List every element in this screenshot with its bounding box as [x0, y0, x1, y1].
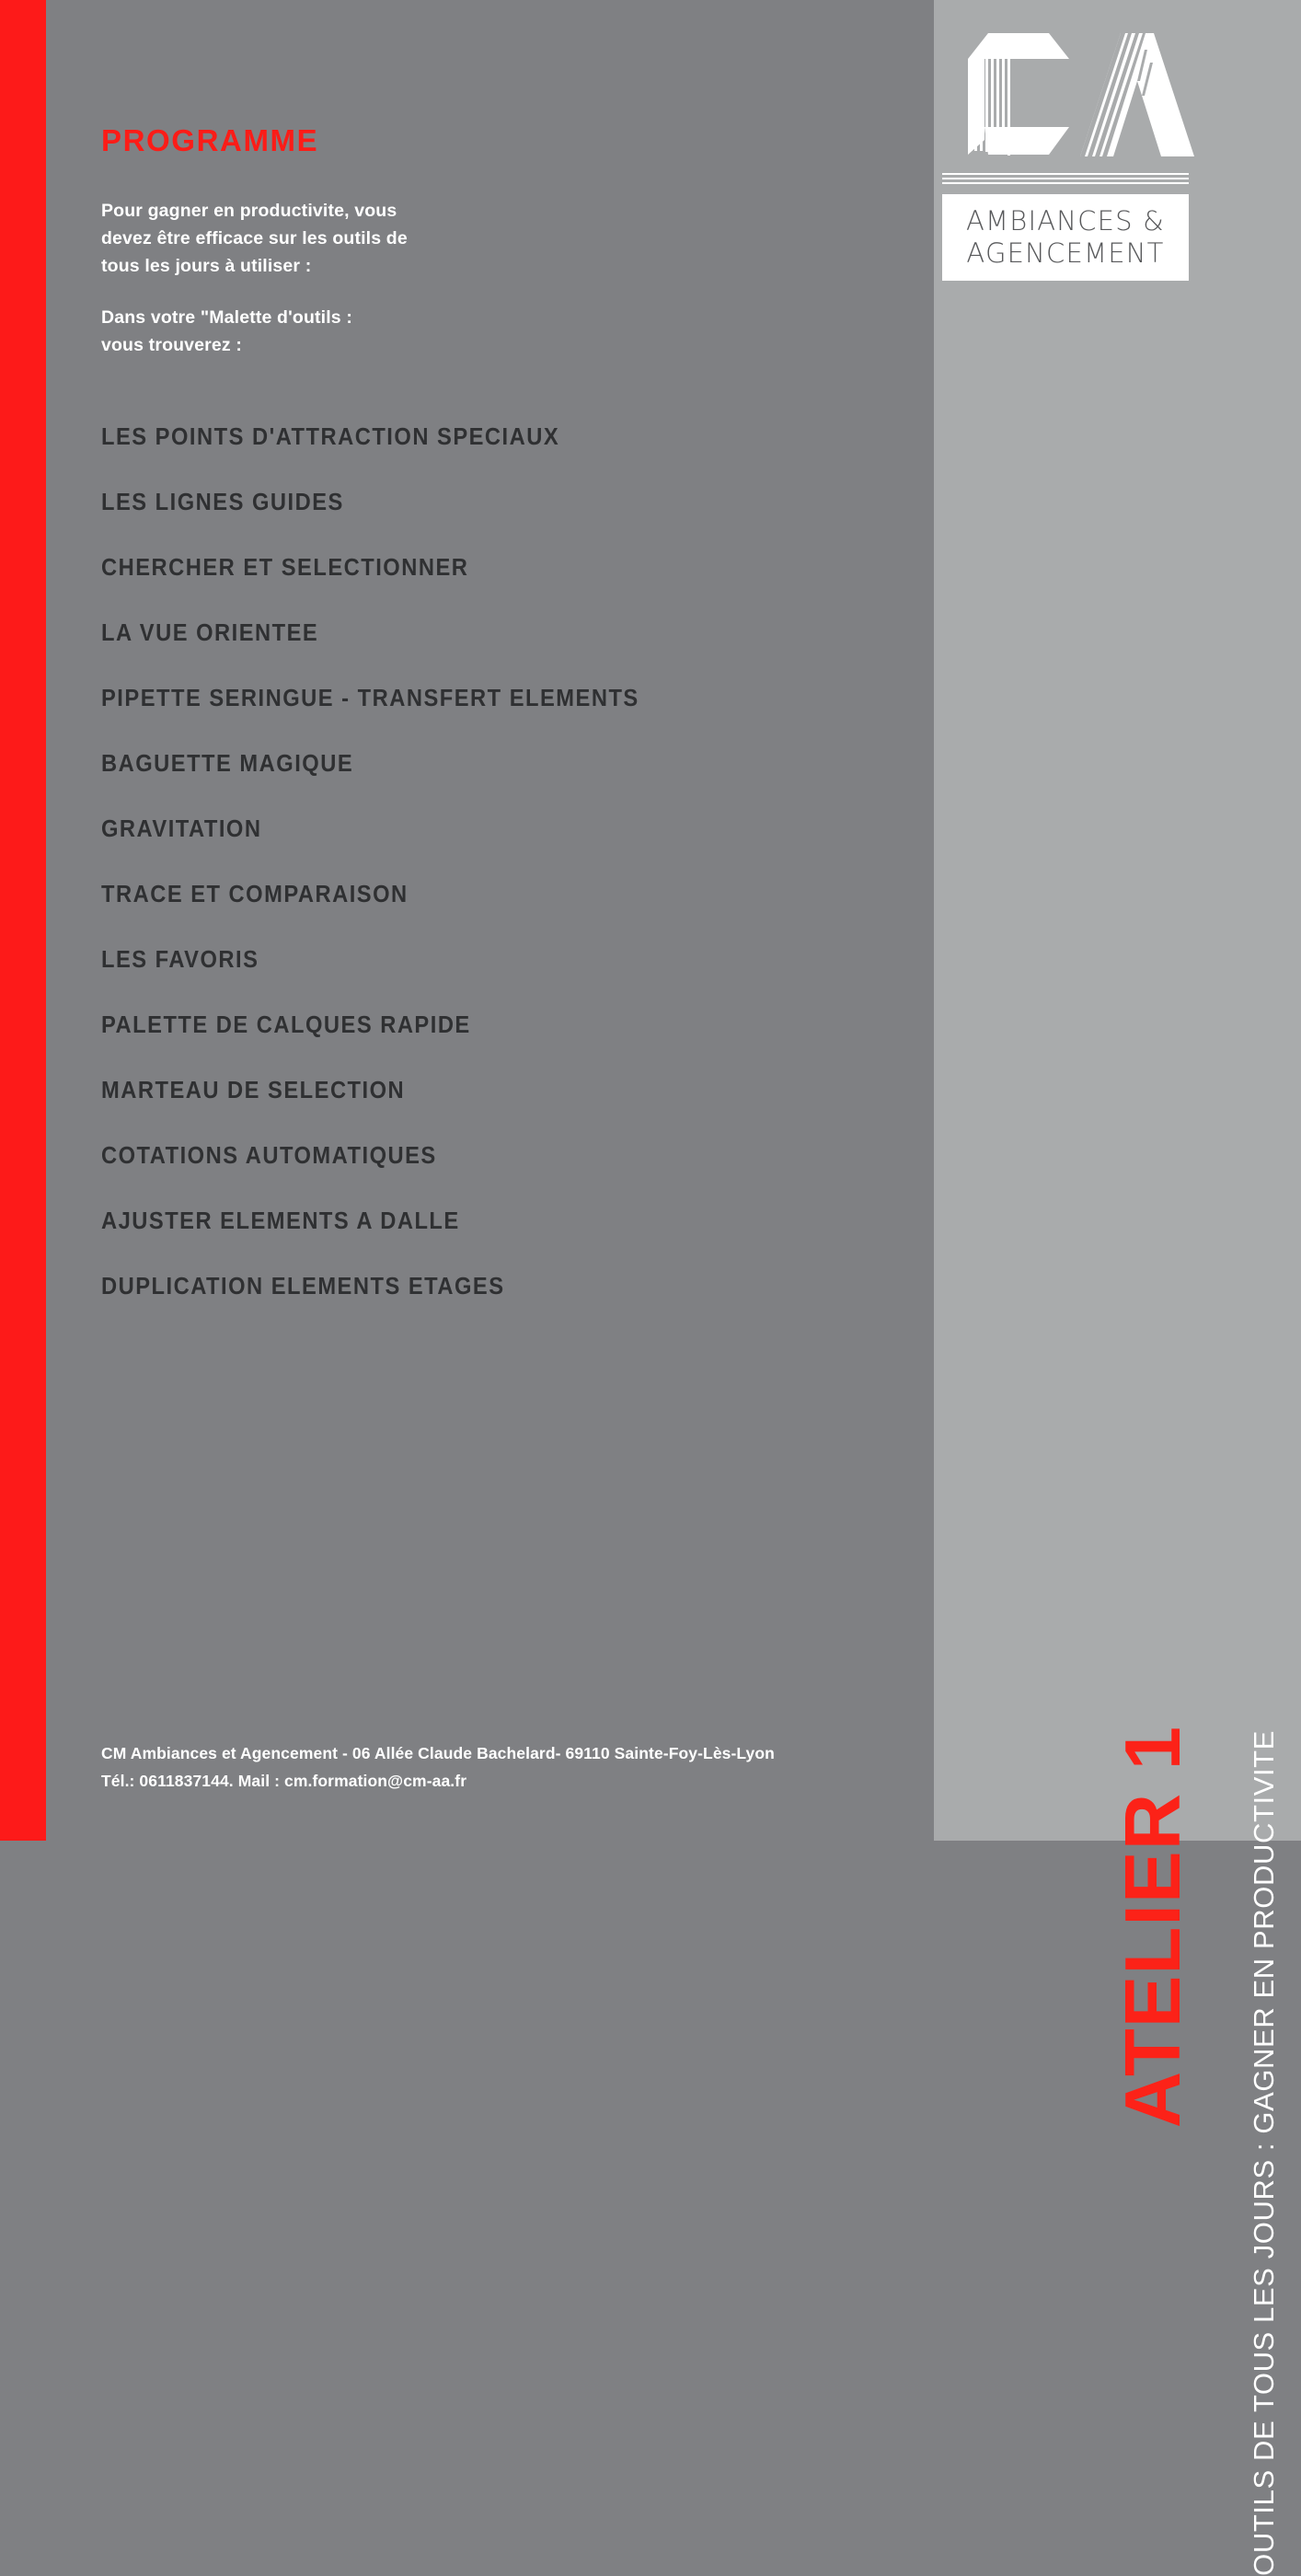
logo-name-line-2: AGENCEMENT: [966, 237, 1165, 269]
intro-line-2: devez être efficace sur les outils de: [101, 227, 408, 248]
program-list-item: LA VUE ORIENTEE: [101, 620, 319, 646]
logo-divider-rules: [942, 173, 1189, 186]
footer-phone-mail: Tél.: 0611837144. Mail : cm.formation@cm-aa.fr: [101, 1772, 467, 1791]
program-list-item: DUPLICATION ELEMENTS ETAGES: [101, 1274, 505, 1300]
intro-line-4: Dans votre "Malette d'outils :: [101, 307, 353, 329]
program-list-item: AJUSTER ELEMENTS A DALLE: [101, 1208, 460, 1234]
program-list-item: CHERCHER ET SELECTIONNER: [101, 555, 469, 581]
program-list-item: COTATIONS AUTOMATIQUES: [101, 1143, 437, 1169]
left-red-stripe: [0, 0, 46, 1841]
intro-spacer: [101, 280, 690, 305]
footer-address: CM Ambiances et Agencement - 06 Allée Claude Bachelard- 69110 Sainte-Foy-Lès-Lyon: [101, 1744, 775, 1762]
program-list-item: PALETTE DE CALQUES RAPIDE: [101, 1012, 471, 1038]
intro-line-3: tous les jours à utiliser :: [101, 255, 312, 276]
program-list-item: LES POINTS D'ATTRACTION SPECIAUX: [101, 424, 560, 450]
intro-line-1: Pour gagner en productivite, vous: [101, 201, 397, 221]
vertical-atelier-label: ATELIER 1: [1110, 1726, 1197, 2129]
company-logo: [940, 17, 1198, 283]
logo-name-line-1: AMBIANCES &: [966, 204, 1165, 237]
program-list-item: PIPETTE SERINGUE - TRANSFERT ELEMENTS: [101, 686, 639, 711]
program-list-item: BAGUETTE MAGIQUE: [101, 751, 354, 777]
logo-name-box: [942, 194, 1189, 281]
program-list-item: MARTEAU DE SELECTION: [101, 1078, 406, 1103]
cm-monogram-icon: [940, 17, 1198, 164]
program-list-item: LES LIGNES GUIDES: [101, 490, 344, 515]
page-title: PROGRAMME: [101, 123, 319, 157]
footer-contact: [101, 1739, 1021, 1795]
program-list-item: GRAVITATION: [101, 816, 262, 842]
program-list: [101, 405, 837, 1320]
program-list-item: LES FAVORIS: [101, 947, 259, 973]
program-list-item: TRACE ET COMPARAISON: [101, 882, 409, 907]
intro-line-5: vous trouverez :: [101, 335, 243, 356]
vertical-subtitle: OUTILS DE TOUS LES JOURS : GAGNER EN PRODUCTIVITE: [1248, 1730, 1280, 2576]
intro-text-block: [101, 198, 690, 360]
